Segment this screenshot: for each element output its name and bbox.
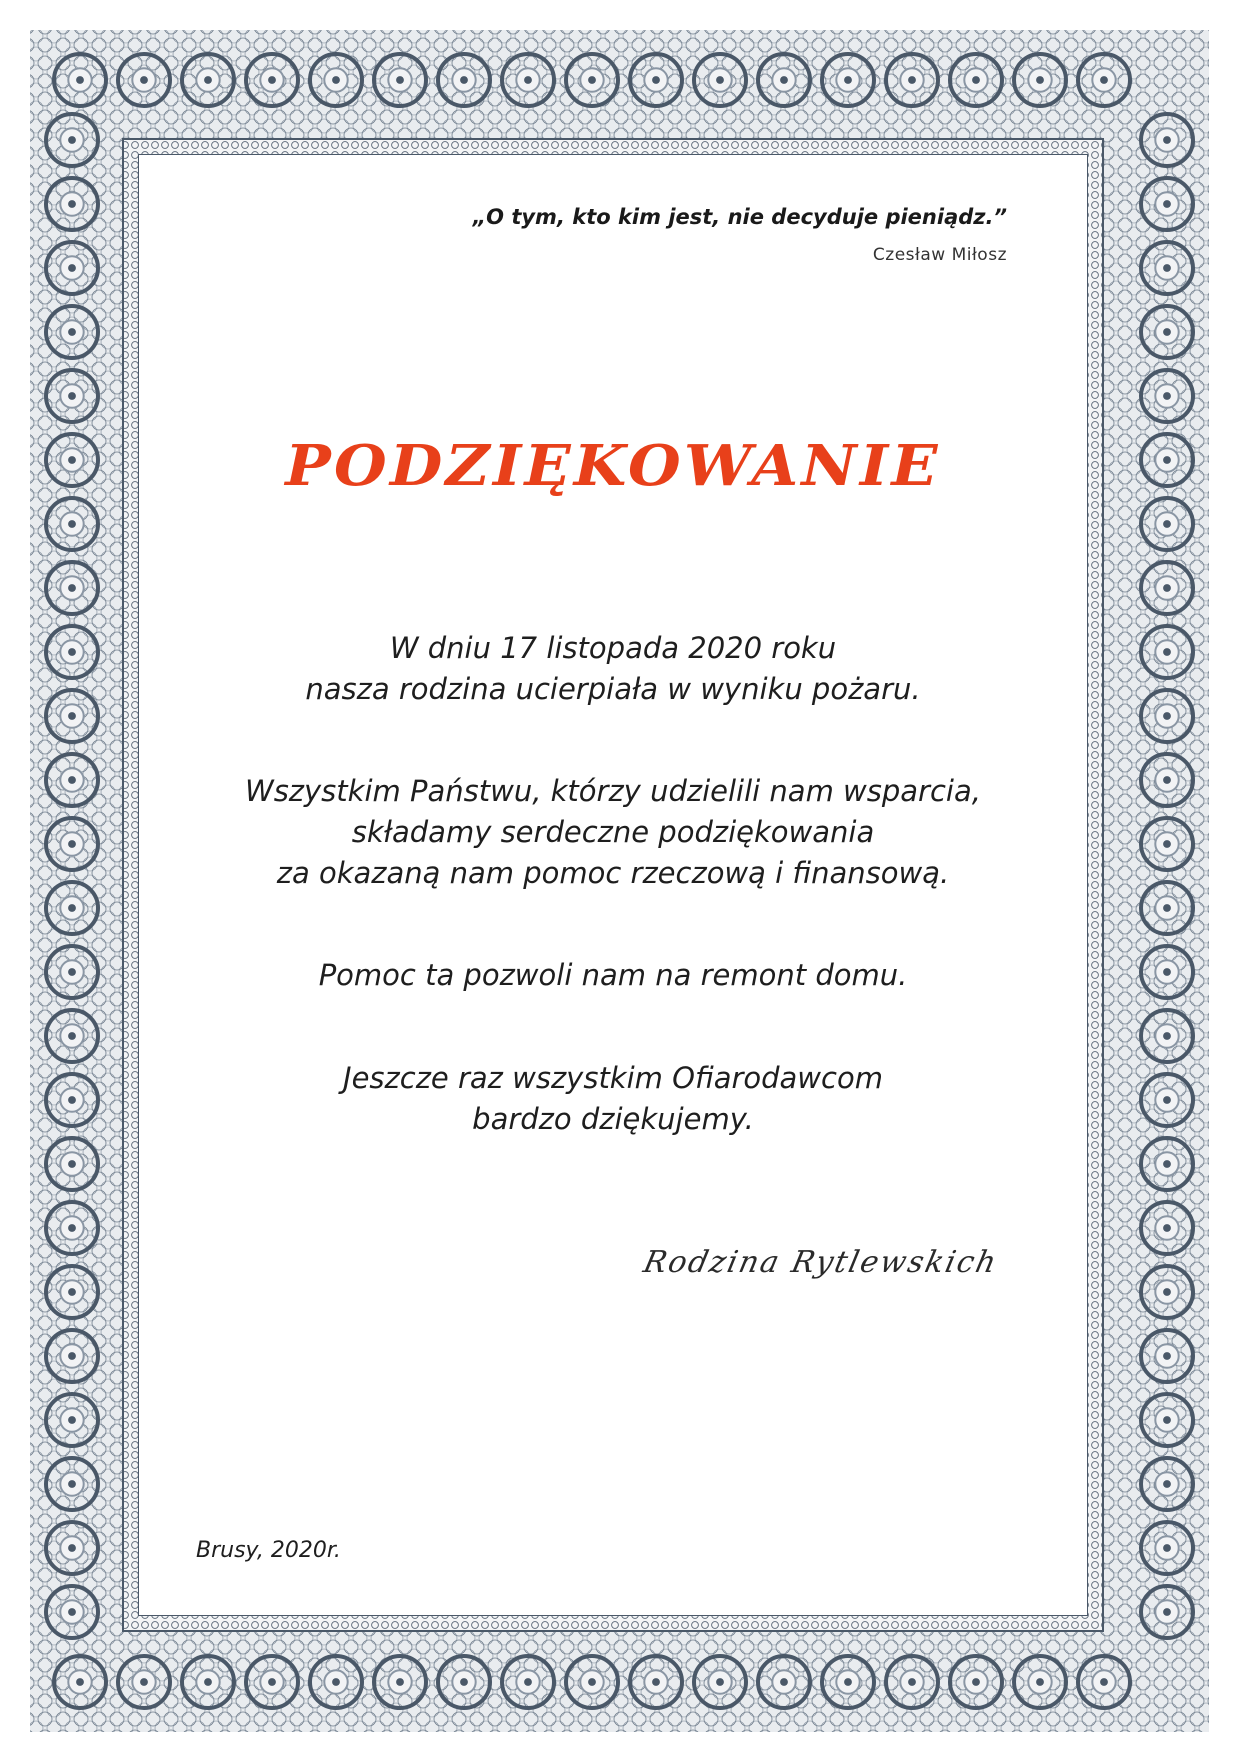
paragraph-line: składamy serdeczne podziękowania bbox=[351, 815, 875, 849]
paragraph-line: za okazaną nam pomoc rzeczową i finansową. bbox=[276, 856, 950, 890]
paragraph-line: Pomoc ta pozwoli nam na remont domu. bbox=[318, 958, 908, 992]
paragraph-event bbox=[139, 628, 1087, 710]
place-and-date: Brusy, 2020r. bbox=[196, 1538, 341, 1563]
paragraph-line: nasza rodzina ucierpiała w wyniku pożaru. bbox=[305, 672, 921, 706]
paragraph-thanks bbox=[139, 771, 1087, 894]
paragraph-purpose bbox=[139, 955, 1087, 996]
paragraph-line: Jeszcze raz wszystkim Ofiarodawcom bbox=[343, 1061, 883, 1095]
paragraph-closing bbox=[139, 1058, 1087, 1140]
signature: Rodzina Rytlewskich bbox=[639, 1245, 1001, 1280]
paragraph-line: Wszystkim Państwu, którzy udzielili nam wsparcia, bbox=[245, 774, 981, 808]
paragraph-line: W dniu 17 listopada 2020 roku bbox=[389, 631, 837, 665]
certificate-paper bbox=[139, 155, 1087, 1615]
quote-author: Czesław Miłosz bbox=[872, 245, 1007, 265]
quote-text: „O tym, kto kim jest, nie decyduje pieniądz.” bbox=[472, 205, 1007, 229]
paragraph-line: bardzo dziękujemy. bbox=[472, 1102, 754, 1136]
certificate-title: PODZIĘKOWANIE bbox=[285, 433, 941, 499]
